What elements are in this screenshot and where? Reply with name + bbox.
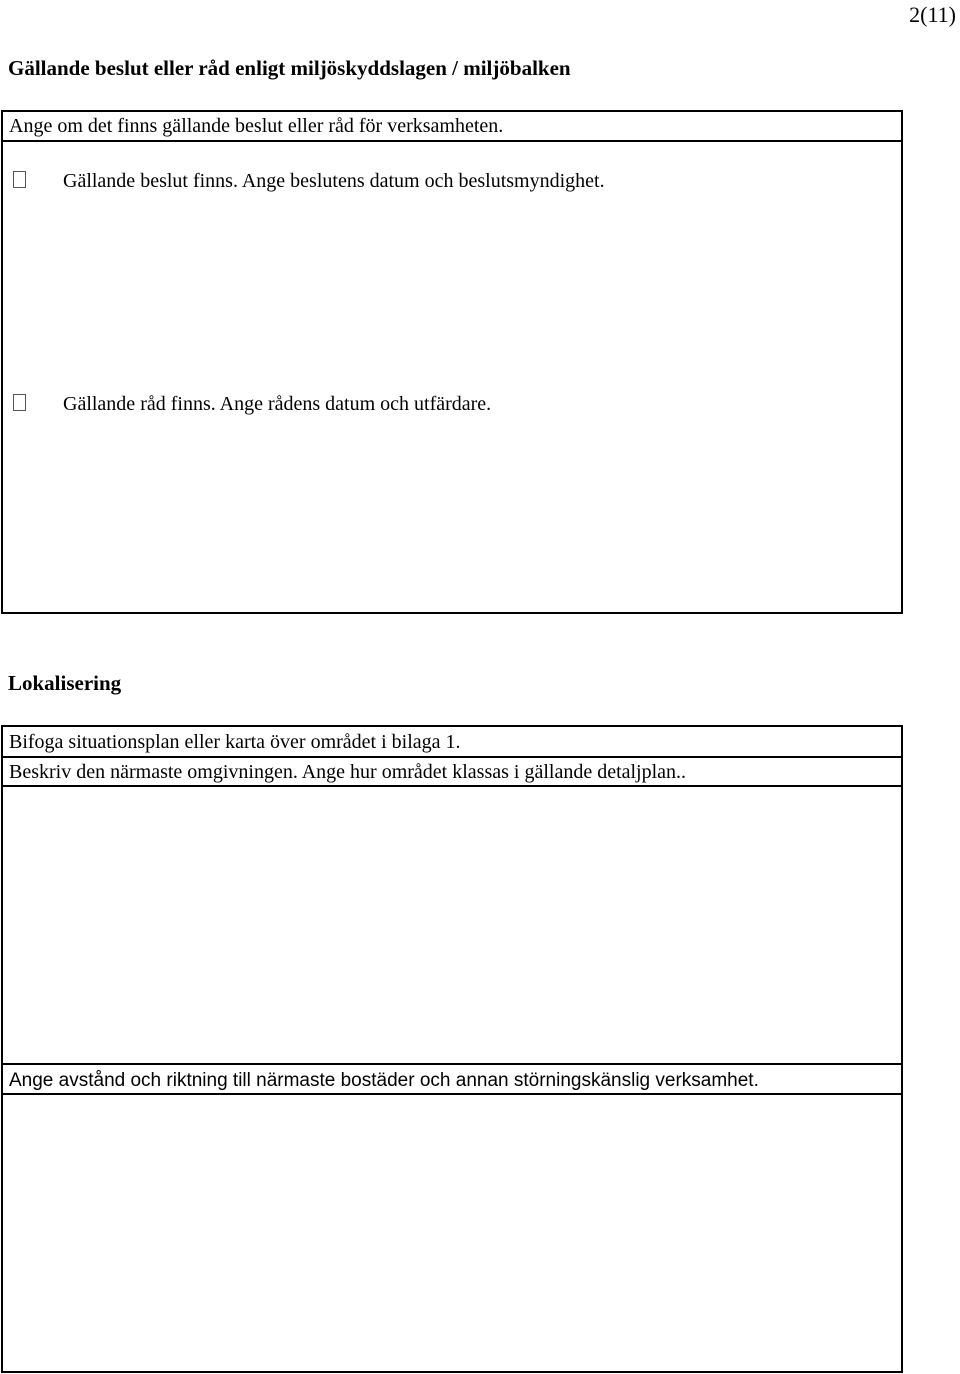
decision-exists-label: Gällande beslut finns. Ange beslutens datum och beslutsmyndighet. — [63, 170, 605, 192]
location-box — [1, 725, 903, 1373]
decisions-box — [1, 110, 903, 614]
decisions-intro: Ange om det finns gällande beslut eller råd för verksamheten. — [3, 112, 901, 142]
location-instruction-map: Bifoga situationsplan eller karta över området i bilaga 1. — [3, 727, 901, 758]
location-instruction-distance: Ange avstånd och riktning till närmaste bostäder och annan störningskänslig verksamhet. — [3, 1063, 901, 1095]
page-number: 2(11) — [909, 2, 956, 27]
section-heading-decisions: Gällande beslut eller råd enligt miljöskyddslagen / miljöbalken — [8, 56, 571, 80]
advice-exists-label: Gällande råd finns. Ange rådens datum och utfärdare. — [63, 393, 492, 415]
decision-details-field[interactable] — [3, 198, 901, 388]
decision-exists-option[interactable] — [13, 170, 605, 192]
section-heading-location: Lokalisering — [8, 671, 122, 695]
surroundings-field[interactable] — [3, 789, 901, 1063]
advice-exists-checkbox[interactable] — [13, 394, 26, 411]
location-instruction-surroundings: Beskriv den närmaste omgivningen. Ange hur området klassas i gällande detaljplan.. — [3, 758, 901, 787]
distance-field[interactable] — [3, 1097, 901, 1369]
decision-exists-checkbox[interactable] — [13, 171, 26, 188]
advice-details-field[interactable] — [3, 422, 901, 610]
advice-exists-option[interactable] — [13, 393, 492, 415]
